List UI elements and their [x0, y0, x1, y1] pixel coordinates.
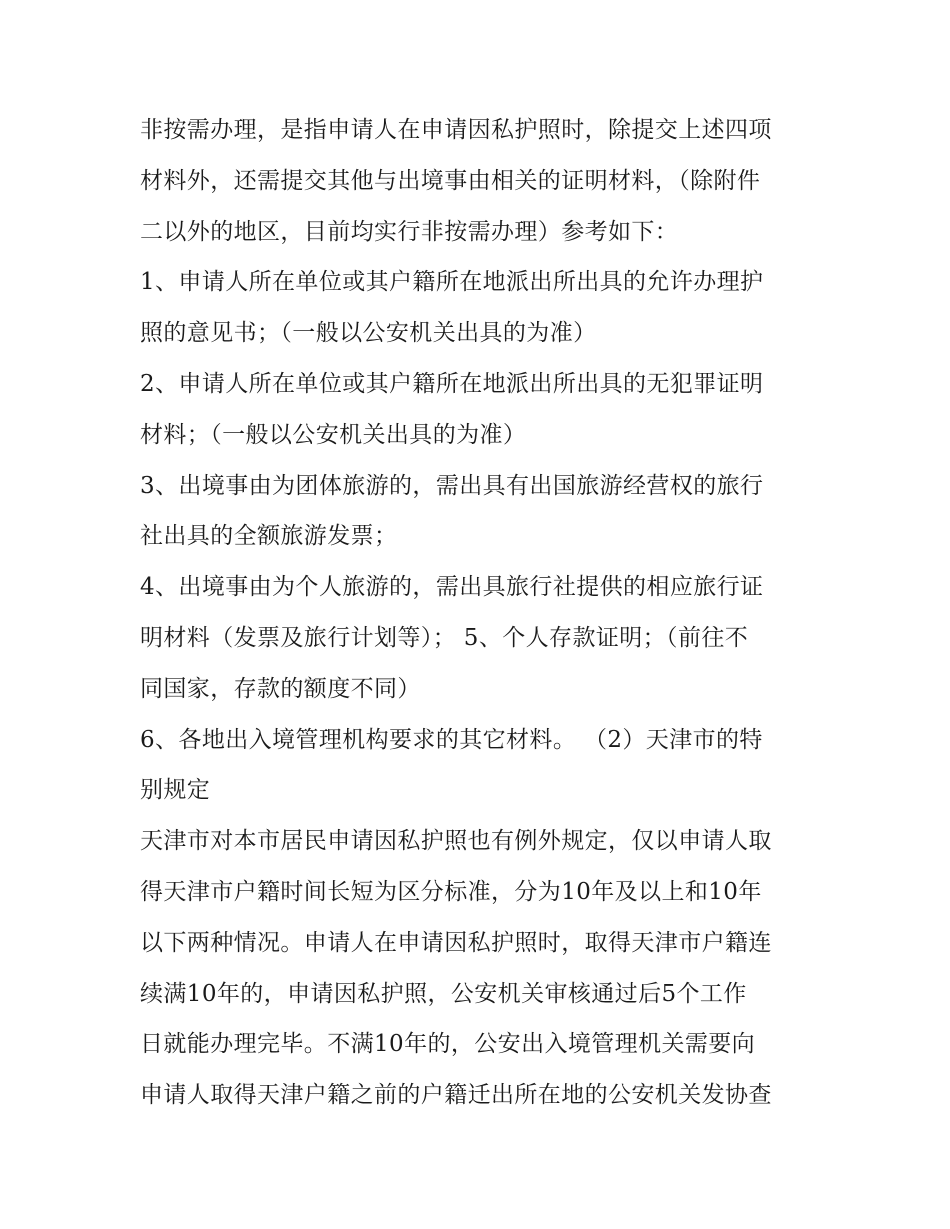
- text-line-4: 1、申请人所在单位或其户籍所在地派出所出具的允许办理护: [140, 269, 764, 296]
- text-line-20: 申请人取得天津户籍之前的户籍迁出所在地的公安机关发协查: [140, 1082, 772, 1109]
- text-line-1: 非按需办理，是指申请人在申请因私护照时，除提交上述四项: [140, 117, 772, 143]
- text-line-3: 二以外的地区，目前均实行非按需办理）参考如下：: [140, 218, 679, 245]
- text-line-6: 2、申请人所在单位或其户籍所在地派出所出具的无犯罪证明: [140, 370, 764, 397]
- text-line-5: 照的意见书；（一般以公安机关出具的为准）: [140, 320, 597, 347]
- text-line-18: 续满10年的，申请因私护照，公安机关审核通过后5个工作: [140, 980, 747, 1007]
- text-line-2: 材料外，还需提交其他与出境事由相关的证明材料，（除附件: [140, 167, 761, 194]
- text-line-7: 材料；（一般以公安机关出具的为准）: [140, 421, 527, 448]
- text-line-19: 日就能办理完毕。不满10年的，公安出入境管理机关需要向: [140, 1031, 756, 1058]
- text-line-11: 明材料（发票及旅行计划等）； 5、个人存款证明；（前往不: [140, 624, 749, 651]
- text-line-17: 以下两种情况。申请人在申请因私护照时，取得天津市户籍连: [140, 929, 772, 956]
- text-line-13: 6、各地出入境管理机构要求的其它材料。 （2）天津市的特: [140, 726, 763, 753]
- text-line-14: 别规定: [140, 777, 211, 804]
- text-line-12: 同国家，存款的额度不同）: [140, 675, 421, 702]
- text-line-15: 天津市对本市居民申请因私护照也有例外规定，仅以申请人取: [140, 828, 772, 855]
- text-line-9: 社出具的全额旅游发票；: [140, 523, 398, 550]
- text-line-8: 3、出境事由为团体旅游的，需出具有出国旅游经营权的旅行: [140, 472, 764, 499]
- text-line-10: 4、出境事由为个人旅游的，需出具旅行社提供的相应旅行证: [140, 574, 764, 601]
- body-text: [140, 105, 820, 1121]
- text-line-16: 得天津市户籍时间长短为区分标准，分为10年及以上和10年: [140, 878, 762, 905]
